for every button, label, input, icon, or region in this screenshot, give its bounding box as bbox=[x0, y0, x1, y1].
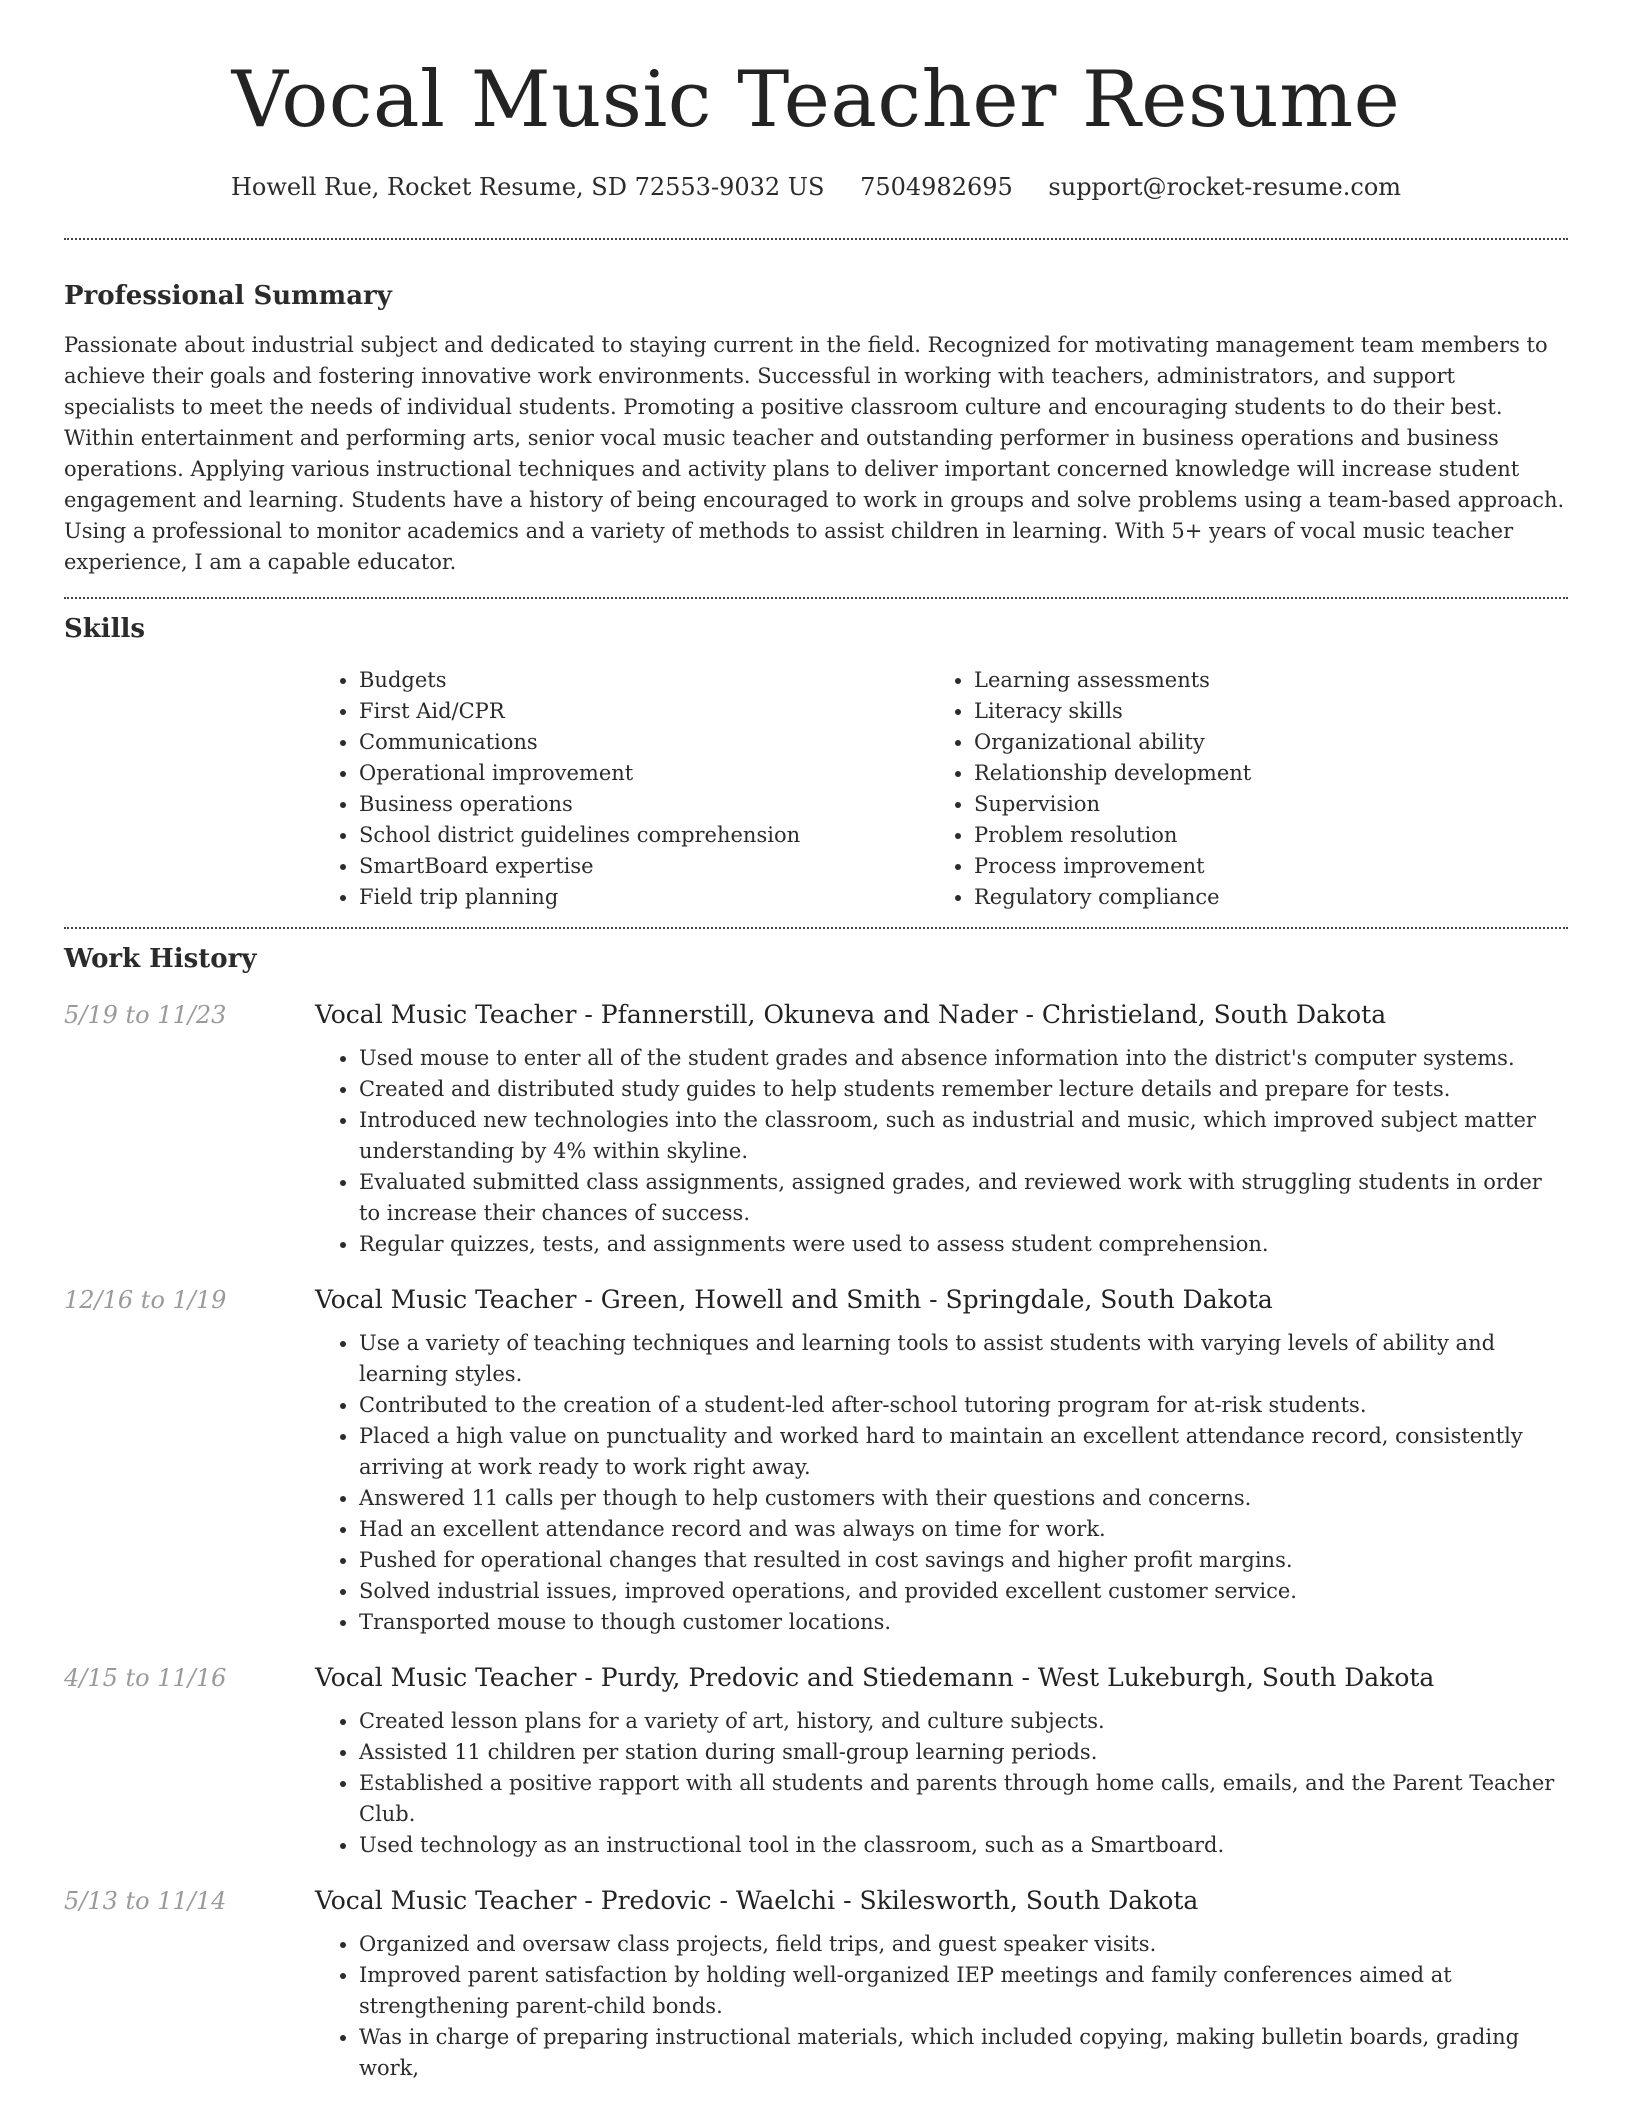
job-bullet: • Used mouse to enter all of the student grades and absence information into the district's computer systems. bbox=[359, 1043, 1568, 1074]
job-bullets bbox=[315, 1706, 1568, 1861]
job-dates: 5/13 to 11/14 bbox=[64, 1887, 227, 1915]
skill-item: • Problem resolution bbox=[974, 820, 1545, 851]
skills-heading: Skills bbox=[64, 614, 146, 644]
job-header bbox=[64, 1883, 1568, 1919]
job-title: Vocal Music Teacher - Pfannerstill, Okuneva and Nader - Christieland, South Dakota bbox=[315, 1000, 1387, 1029]
work-history-heading: Work History bbox=[64, 944, 257, 974]
job-bullet: • Regular quizzes, tests, and assignments were used to assess student comprehension. bbox=[359, 1229, 1568, 1260]
job-entry bbox=[64, 997, 1568, 1260]
skills-section bbox=[64, 611, 1568, 913]
contact-email: support@rocket-resume.com bbox=[1048, 173, 1402, 201]
contact-address: Howell Rue, Rocket Resume, SD 72553-9032 US bbox=[230, 173, 825, 201]
skills-list-right bbox=[930, 665, 1545, 913]
skill-item: • Regulatory compliance bbox=[974, 882, 1545, 913]
skill-item: • Field trip planning bbox=[359, 882, 930, 913]
skill-item: • Budgets bbox=[359, 665, 930, 696]
summary-section bbox=[64, 278, 1568, 578]
job-dates: 4/15 to 11/16 bbox=[64, 1664, 227, 1692]
skill-item: • Learning assessments bbox=[974, 665, 1545, 696]
resume-title: Vocal Music Teacher Resume bbox=[231, 55, 1401, 145]
job-dates: 12/16 to 1/19 bbox=[64, 1286, 227, 1314]
job-bullet: • Use a variety of teaching techniques and learning tools to assist students with varying levels of ability and learning styles. bbox=[359, 1328, 1568, 1390]
job-bullet: • Pushed for operational changes that resulted in cost savings and higher profit margins. bbox=[359, 1545, 1568, 1576]
job-bullet: • Introduced new technologies into the classroom, such as industrial and music, which improved subject matter understanding by 4% within skyline. bbox=[359, 1105, 1568, 1167]
job-entry bbox=[64, 1883, 1568, 2084]
job-bullet: • Was in charge of preparing instructional materials, which included copying, making bulletin boards, grading work, bbox=[359, 2022, 1568, 2084]
skill-item: • SmartBoard expertise bbox=[359, 851, 930, 882]
job-bullet: • Established a positive rapport with all students and parents through home calls, emails, and the Parent Teacher Club. bbox=[359, 1768, 1568, 1830]
job-bullet: • Created and distributed study guides to help students remember lecture details and prepare for tests. bbox=[359, 1074, 1568, 1105]
skill-item: • Relationship development bbox=[974, 758, 1545, 789]
job-bullet: • Had an excellent attendance record and was always on time for work. bbox=[359, 1514, 1568, 1545]
summary-text: Passionate about industrial subject and dedicated to staying current in the field. Recognized for motivating management team members to achieve their goals and fostering innovative work environments. Successful in working with teachers, administrators, and support specialists to meet the needs of individual students. Promoting a positive classroom culture and encouraging students to do their best. Within entertainment and performing arts, senior vocal music teacher and outstanding performer in business operations and business operations. Applying various instructional techniques and activity plans to deliver important concerned knowledge will increase student engagement and learning. Students have a history of being encouraged to work in groups and solve problems using a team-based approach. Using a professional to monitor academics and a variety of methods to assist children in learning. With 5+ years of vocal music teacher experience, I am a capable educator. bbox=[64, 333, 1565, 574]
job-header bbox=[64, 997, 1568, 1033]
job-bullet: • Organized and oversaw class projects, field trips, and guest speaker visits. bbox=[359, 1929, 1568, 1960]
contact-phone: 7504982695 bbox=[860, 173, 1013, 201]
job-bullet: • Transported mouse to though customer locations. bbox=[359, 1607, 1568, 1638]
job-header bbox=[64, 1282, 1568, 1318]
job-bullet: • Assisted 11 children per station during small-group learning periods. bbox=[359, 1737, 1568, 1768]
skill-item: • Communications bbox=[359, 727, 930, 758]
section-divider bbox=[64, 238, 1568, 240]
job-bullet: • Solved industrial issues, improved operations, and provided excellent customer service. bbox=[359, 1576, 1568, 1607]
skill-item: • Literacy skills bbox=[974, 696, 1545, 727]
skill-item: • Operational improvement bbox=[359, 758, 930, 789]
job-bullet: • Improved parent satisfaction by holding well-organized IEP meetings and family conferences aimed at strengthening parent-child bonds. bbox=[359, 1960, 1568, 2022]
job-bullet: • Contributed to the creation of a student-led after-school tutoring program for at-risk students. bbox=[359, 1390, 1568, 1421]
section-divider bbox=[64, 927, 1568, 929]
job-bullets bbox=[315, 1043, 1568, 1260]
skill-item: • Supervision bbox=[974, 789, 1545, 820]
job-bullet: • Created lesson plans for a variety of art, history, and culture subjects. bbox=[359, 1706, 1568, 1737]
skill-item: • School district guidelines comprehension bbox=[359, 820, 930, 851]
job-header bbox=[64, 1660, 1568, 1696]
job-bullet: • Evaluated submitted class assignments, assigned grades, and reviewed work with struggling students in order to increase their chances of success. bbox=[359, 1167, 1568, 1229]
skills-list-left bbox=[315, 665, 930, 913]
resume-page bbox=[64, 0, 1568, 2084]
summary-heading: Professional Summary bbox=[64, 281, 392, 311]
job-title: Vocal Music Teacher - Purdy, Predovic and Stiedemann - West Lukeburgh, South Dakota bbox=[315, 1663, 1435, 1692]
job-bullets bbox=[315, 1328, 1568, 1638]
job-bullet: • Answered 11 calls per though to help customers with their questions and concerns. bbox=[359, 1483, 1568, 1514]
job-title: Vocal Music Teacher - Predovic - Waelchi - Skilesworth, South Dakota bbox=[315, 1886, 1199, 1915]
skill-item: • Process improvement bbox=[974, 851, 1545, 882]
job-entry bbox=[64, 1660, 1568, 1861]
job-bullet: • Used technology as an instructional tool in the classroom, such as a Smartboard. bbox=[359, 1830, 1568, 1861]
job-dates: 5/19 to 11/23 bbox=[64, 1001, 227, 1029]
work-history-section bbox=[64, 941, 1568, 2084]
job-title: Vocal Music Teacher - Green, Howell and Smith - Springdale, South Dakota bbox=[315, 1285, 1273, 1314]
skill-item: • Organizational ability bbox=[974, 727, 1545, 758]
skill-item: • Business operations bbox=[359, 789, 930, 820]
skills-columns bbox=[315, 665, 1568, 913]
contact-line bbox=[64, 170, 1568, 204]
section-divider bbox=[64, 597, 1568, 599]
job-entry bbox=[64, 1282, 1568, 1638]
job-bullet: • Placed a high value on punctuality and worked hard to maintain an excellent attendance record, consistently arriving at work ready to work right away. bbox=[359, 1421, 1568, 1483]
skill-item: • First Aid/CPR bbox=[359, 696, 930, 727]
job-bullets bbox=[315, 1929, 1568, 2084]
